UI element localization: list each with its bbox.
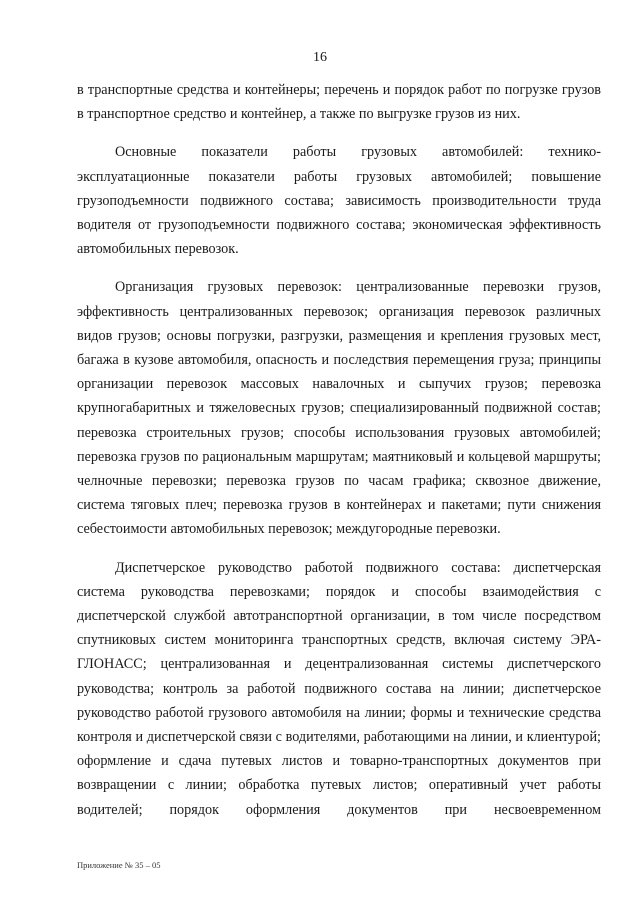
paragraph-performance-indicators: Основные показатели работы грузовых автомобилей: технико-эксплуатационные показатели работы грузовых автомобилей; повышение грузоподъемности подвижного состава; зависимость производительности труда водителя от грузоподъемности подвижного состава; экономическая эффективность автомобильных перевозок. xyxy=(77,144,601,258)
document-body xyxy=(77,78,601,822)
paragraph-continuation: в транспортные средства и контейнеры; перечень и порядок работ по погрузке грузов в транспортное средство и контейнер, а также по выгрузке грузов из них. xyxy=(77,82,601,123)
paragraph-dispatch-management: Диспетчерское руководство работой подвижного состава: диспетчерская система руководства перевозками; порядок и способы взаимодействия с диспетчерской службой автотранспортной организации, в том числе посредством спутниковых систем мониторинга транспортных средств, включая систему ЭРА-ГЛОНАСС; централизованная и децентрализованная системы диспетчерского руководства; контроль за работой подвижного состава на линии; диспетчерское руководство работой грузового автомобиля на линии; формы и технические средства контроля и диспетчерской связи с водителями, работающими на линии, и клиентурой; оформление и сдача путевых листов и товарно-транспортных документов при возвращении с линии; обработка путевых листов; оперативный учет работы водителей; порядок оформления документов при несвоевременном xyxy=(77,559,601,818)
page-number: 16 xyxy=(313,50,327,65)
footer-appendix-note: Приложение № 35 – 05 xyxy=(77,860,161,870)
paragraph-cargo-organization: Организация грузовых перевозок: централизованные перевозки грузов, эффективность централизованных перевозок; организация перевозок различных видов грузов; основы погрузки, разгрузки, размещения и крепления грузовых мест, багажа в кузове автомобиля, опасность и последствия перемещения груза; принципы организации перевозок массовых навалочных и сыпучих грузов; перевозка крупногабаритных и тяжеловесных грузов; специализированный подвижной состав; перевозка строительных грузов; способы использования грузовых автомобилей; перевозка грузов по рациональным маршрутам; маятниковый и кольцевой маршруты; челночные перевозки; перевозка грузов по часам графика; сквозное движение, система тяговых плеч; перевозка грузов в контейнерах и пакетами; пути снижения себестоимости автомобильных перевозок; междугородные перевозки. xyxy=(77,279,601,538)
